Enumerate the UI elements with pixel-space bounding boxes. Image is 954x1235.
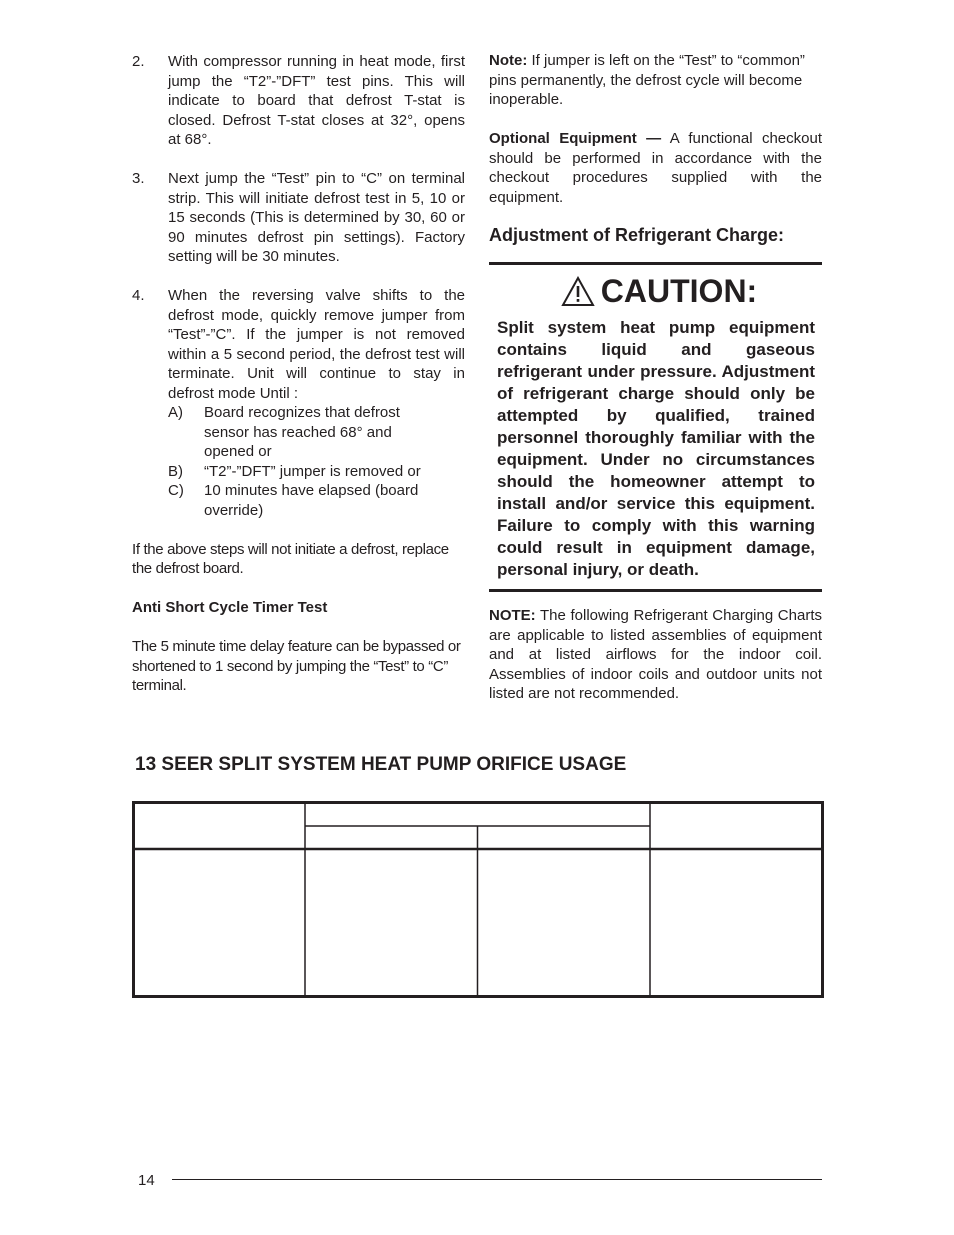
adjustment-heading: Adjustment of Refrigerant Charge: (489, 225, 785, 245)
optional-equipment-label: Optional Equipment — (489, 130, 662, 147)
left-column (132, 52, 465, 696)
optional-equipment-paragraph (489, 129, 822, 207)
substep-text: Board recognizes that defrost sensor has reached 68° and opened or (204, 404, 400, 460)
substep-b (168, 462, 465, 482)
orifice-table-title: 13 SEER SPLIT SYSTEM HEAT PUMP ORIFICE USAGE (135, 754, 627, 775)
right-column (489, 51, 822, 704)
jumper-note (489, 51, 822, 110)
substep-text: “T2”-”DFT” jumper is removed or (204, 462, 421, 480)
warning-triangle-icon (561, 276, 595, 307)
step-text: With compressor running in heat mode, first jump the “T2”-”DFT” test pins. This will indicate to board that defrost T-stat is closed. Defrost T-stat closes at 32°, opens at 68°. (168, 53, 465, 148)
anti-short-cycle-text: The 5 minute time delay feature can be bypassed or shortened to 1 second by jumping the “Test” to “C” terminal. (132, 638, 461, 694)
step-3 (132, 169, 465, 267)
caution-title: CAUTION: (600, 273, 758, 309)
substep-letter: A) (168, 404, 183, 421)
note2-label: NOTE: (489, 607, 536, 624)
caution-text: Split system heat pump equipment contains liquid and gaseous refrigerant under pressure. Adjustment of refrigerant charge should only be attempted by qualified, trained personnel thoroughly familiar with the equipment. Under no circumstances should the homeowner attempt to install and/or service this equipment. Failure to comply with this warning could result in equipment damage, personal injury, or death. (497, 318, 815, 579)
step-number: 4. (132, 287, 145, 304)
substep-letter: C) (168, 482, 184, 499)
page-number: 14 (138, 1172, 155, 1189)
step-number: 3. (132, 170, 145, 187)
step-text: Next jump the “Test” pin to “C” on terminal strip. This will initiate defrost test in 5, 10 or 15 seconds (This is determined by 30, 60 or 90 minutes defrost pin settings). Factory setting will be 30 minutes. (168, 170, 465, 265)
charging-charts-note (489, 606, 822, 704)
optional-equipment-text: A functional checkout should be performed in accordance with the checkout procedures supplied with the equipment. (489, 130, 822, 206)
substep-a (168, 403, 465, 462)
note-label: Note: (489, 52, 528, 69)
note2-text: The following Refrigerant Charging Charts are applicable to listed assemblies of equipment and at listed airflows for the indoor coil. Assemblies of indoor coils and outdoor units not listed are not recommended. (489, 607, 822, 702)
footer-rule (172, 1179, 822, 1180)
orifice-usage-table (132, 801, 824, 999)
substep-c (168, 481, 465, 520)
step-text: When the reversing valve shifts to the defrost mode, quickly remove jumper from “Test”-”C”. If the jumper is not removed within a 5 second period, the defrost test will terminate. Unit will continue to stay in defrost mode Until : (168, 287, 465, 402)
replace-board-text: If the above steps will not initiate a defrost, replace the defrost board. (132, 540, 449, 577)
caution-title-row (503, 273, 815, 309)
step-4 (132, 286, 465, 520)
caution-box (489, 262, 822, 592)
substep-text: 10 minutes have elapsed (board override) (204, 482, 419, 519)
note-text: If jumper is left on the “Test” to “common” pins permanently, the defrost cycle will become inoperable. (489, 52, 805, 108)
substep-letter: B) (168, 462, 183, 480)
step-2 (132, 52, 465, 150)
defrost-test-steps (132, 52, 465, 520)
step-number: 2. (132, 53, 145, 70)
anti-short-cycle-heading: Anti Short Cycle Timer Test (132, 599, 328, 616)
